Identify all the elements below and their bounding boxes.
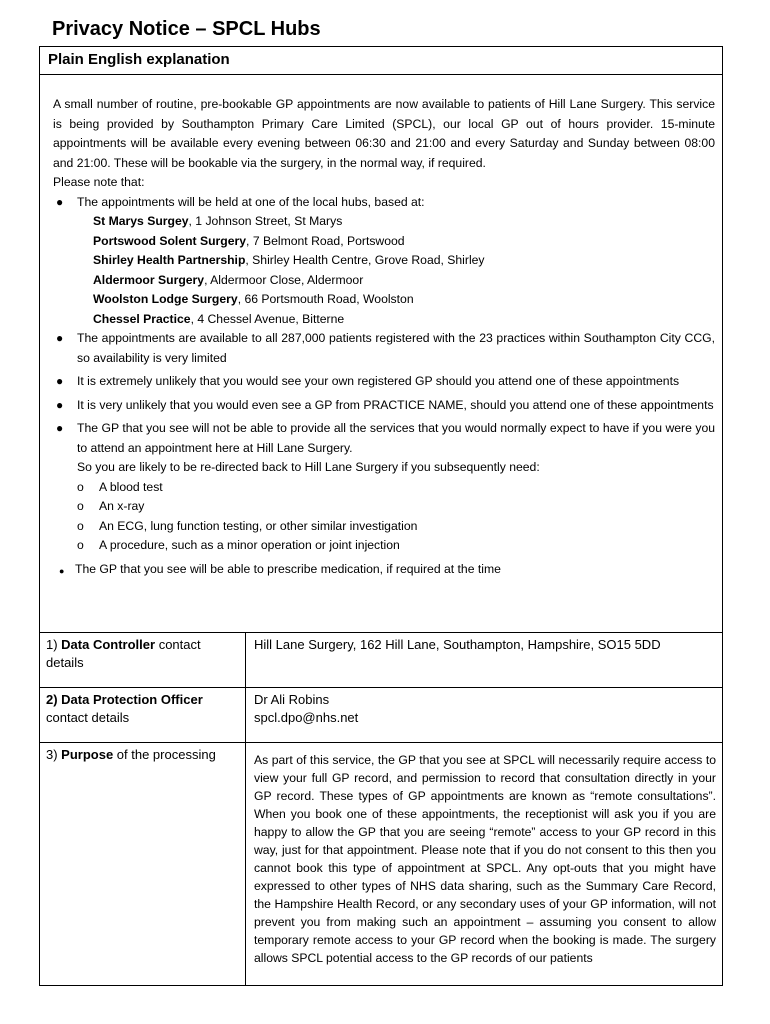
sub-item <box>53 517 715 537</box>
bullet-item <box>53 329 715 368</box>
plain-english-content <box>53 95 715 579</box>
hub-item <box>93 310 715 330</box>
row-value: As part of this service, the GP that you see at SPCL will necessarily require access to view your full GP record, and permission to record that consultation directly in your GP record. These types of GP appointments are known as “remote consultations”. When you book one of these appointments, the receptionist will ask you if you are happy to allow the GP that you are seeing “remote” access to your GP record in this way, just for that appointment. Please note that if you do not consent to this then you cannot book this type of appointment at SPCL. Any opt-outs that you might have expressed to other types of NHS data sharing, such as the Summary Care Record, the Hampshire Health Record, or any secondary uses of your GP information, will not prevent you from making such an appointment – assuming you consent to allow temporary remote access to your GP record when the booking is made. The surgery allows SPCL potential access to the GP records of our patients <box>254 753 716 965</box>
sub-item-text: A procedure, such as a minor operation or joint injection <box>99 538 400 552</box>
bullet-item <box>53 372 715 392</box>
hub-name: Aldermoor Surgery <box>93 272 205 287</box>
page-title: Privacy Notice – SPCL Hubs <box>52 18 321 40</box>
details-table <box>40 632 723 986</box>
bullet-icon: ● <box>59 565 65 576</box>
hub-name: Woolston Lodge Surgery <box>93 292 238 306</box>
row-value: Dr Ali Robins spcl.dpo@nhs.net <box>254 692 359 725</box>
hub-item <box>93 251 715 271</box>
table-row <box>40 688 723 743</box>
section-heading: Plain English explanation <box>40 47 722 75</box>
row-label: 2) Data Protection Officer contact details <box>40 688 246 742</box>
hub-address: , Shirley Health Centre, Grove Road, Shirley <box>245 253 485 267</box>
bullet-item <box>53 560 715 580</box>
sub-item-text: A blood test <box>99 479 163 494</box>
hub-item <box>93 212 715 232</box>
hub-name: Chessel Practice <box>93 311 191 326</box>
privacy-notice-box <box>39 46 723 986</box>
circle-bullet-icon: o <box>77 538 84 552</box>
sub-item-text: An ECG, lung function testing, or other similar investigation <box>99 518 418 533</box>
row-label: 1) Data Controller contact details <box>40 633 246 687</box>
hub-list <box>53 212 715 329</box>
bullet-icon: ● <box>56 374 64 388</box>
bullet-item <box>53 396 715 416</box>
hub-name: St Marys Surgey <box>93 214 189 228</box>
bullet-continuation: So you are likely to be re-directed back to Hill Lane Surgery if you subsequently need: <box>77 460 540 474</box>
hub-item <box>93 290 715 310</box>
bullet-text: It is very unlikely that you would even see a GP from PRACTICE NAME, should you attend one of these appointments <box>77 397 714 412</box>
hub-address: , 7 Belmont Road, Portswood <box>246 233 405 248</box>
sub-item <box>53 497 715 517</box>
bullet-icon: ● <box>56 397 64 412</box>
hub-name: Shirley Health Partnership <box>93 253 246 267</box>
hub-name: Portswood Solent Surgery <box>93 233 247 248</box>
bullet-text: The appointments will be held at one of the local hubs, based at: <box>77 194 425 209</box>
hub-address: , 4 Chessel Avenue, Bitterne <box>190 311 345 326</box>
bullet-text: It is extremely unlikely that you would see your own registered GP should you attend one of these appointments <box>77 374 680 388</box>
row-value: Hill Lane Surgery, 162 Hill Lane, Southampton, Hampshire, SO15 5DD <box>254 637 661 652</box>
hub-address: , Aldermoor Close, Aldermoor <box>204 272 364 287</box>
bullet-icon: ● <box>56 194 64 209</box>
bullet-item <box>53 419 715 478</box>
intro-paragraph: A small number of routine, pre-bookable GP appointments are now available to patients of Hill Lane Surgery. This service is being provided by Southampton Primary Care Limited (SPCL), our local GP out of hours provider. 15-minute appointments will be available every evening between 06:30 and 21:00 and every Saturday and Sunday between 08:00 and 21:00. These will be bookable via the surgery, in the normal way, if required. <box>53 97 715 170</box>
hub-address: , 1 Johnson Street, St Marys <box>188 214 343 228</box>
table-row <box>40 743 723 986</box>
sub-item <box>53 478 715 498</box>
table-row <box>40 633 723 688</box>
hub-item <box>93 271 715 291</box>
bullet-text: The GP that you see will be able to prescribe medication, if required at the time <box>75 561 501 576</box>
circle-bullet-icon: o <box>77 518 84 533</box>
sub-item-text: An x-ray <box>99 499 145 513</box>
circle-bullet-icon: o <box>77 479 84 494</box>
note-text: Please note that: <box>53 175 145 189</box>
bullet-text: The appointments are available to all 287,000 patients registered with the 23 practices within Southampton City CCG, so availability is very limited <box>77 331 715 365</box>
sub-item <box>53 536 715 556</box>
bullet-item <box>53 193 715 213</box>
hub-item <box>93 232 715 252</box>
circle-bullet-icon: o <box>77 499 84 513</box>
bullet-icon: ● <box>56 331 64 345</box>
row-label: 3) Purpose of the processing <box>40 743 246 986</box>
bullet-icon: ● <box>56 421 64 435</box>
bullet-text: The GP that you see will not be able to provide all the services that you would normally expect to have if you were you to attend an appointment here at Hill Lane Surgery. <box>77 421 715 455</box>
hub-address: , 66 Portsmouth Road, Woolston <box>237 292 414 306</box>
